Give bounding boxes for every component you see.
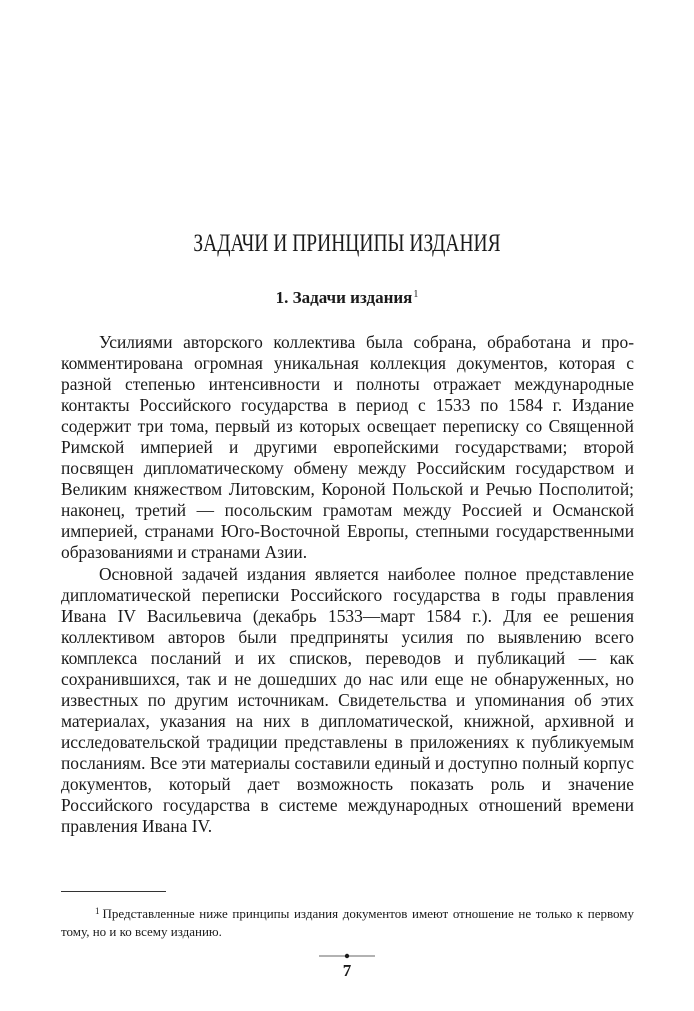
- paragraph-2: Основной задачей издания является наиболее полное представление дипломатической переписки Российского государства в годы правления Ивана IV Васильевича (декабрь 1533—март 1584 г.). Для ее решения коллективом авторов были предприняты усилия по выявлению всего комплекса посланий и их списков, переводов и публикаций — как сохранившихся, так и не дошедших до нас или еще не обнаруженных, но известных по другим источникам. Свидетельства и упоминания об этих материалах, указания на них в дипломатической, книжной, архивной и исследовательской традиции представлены в приложениях к публикуемым посланиям. Все эти материалы составили единый и доступно полный корпус документов, который дает возможность показать роль и значение Российского государства в системе международных отношений времени правления Ивана IV.: [61, 563, 634, 837]
- footnote-reference: 1: [413, 289, 419, 300]
- footnote: [61, 902, 634, 941]
- footnote-marker: 1: [95, 906, 100, 916]
- chapter-title: ЗАДАЧИ И ПРИНЦИПЫ ИЗДАНИЯ: [193, 230, 501, 257]
- page-number-ornament: [319, 951, 375, 961]
- section-title-text: 1. Задачи издания: [275, 288, 413, 307]
- section-title: [60, 288, 634, 308]
- footnote-separator: [61, 891, 166, 892]
- page-number: 7: [342, 961, 352, 980]
- body-text: [61, 332, 634, 837]
- footnote-text: Представленные ниже принципы издания документов имеют отношение не только к первому тому, но и ко всему изданию.: [61, 906, 634, 939]
- paragraph-1: Усилиями авторского коллектива была собрана, обработана и прокомментирована огромная уникальная коллекция документов, которая с разной степенью интенсивности и полноты отражает международные контакты Российского государства в период с 1533 по 1584 г. Издание содержит три тома, первый из которых освещает переписку со Священной Римской империей и другими европейскими государствами; второй посвящен дипломатическому обмену между Российским государством и Великим княжеством Литовским, Короной Польской и Речью Посполитой; наконец, третий — посольским грамотам между Россией и Османской империей, странами Юго-Восточной Европы, степными государственными образованиями и странами Азии.: [61, 332, 634, 563]
